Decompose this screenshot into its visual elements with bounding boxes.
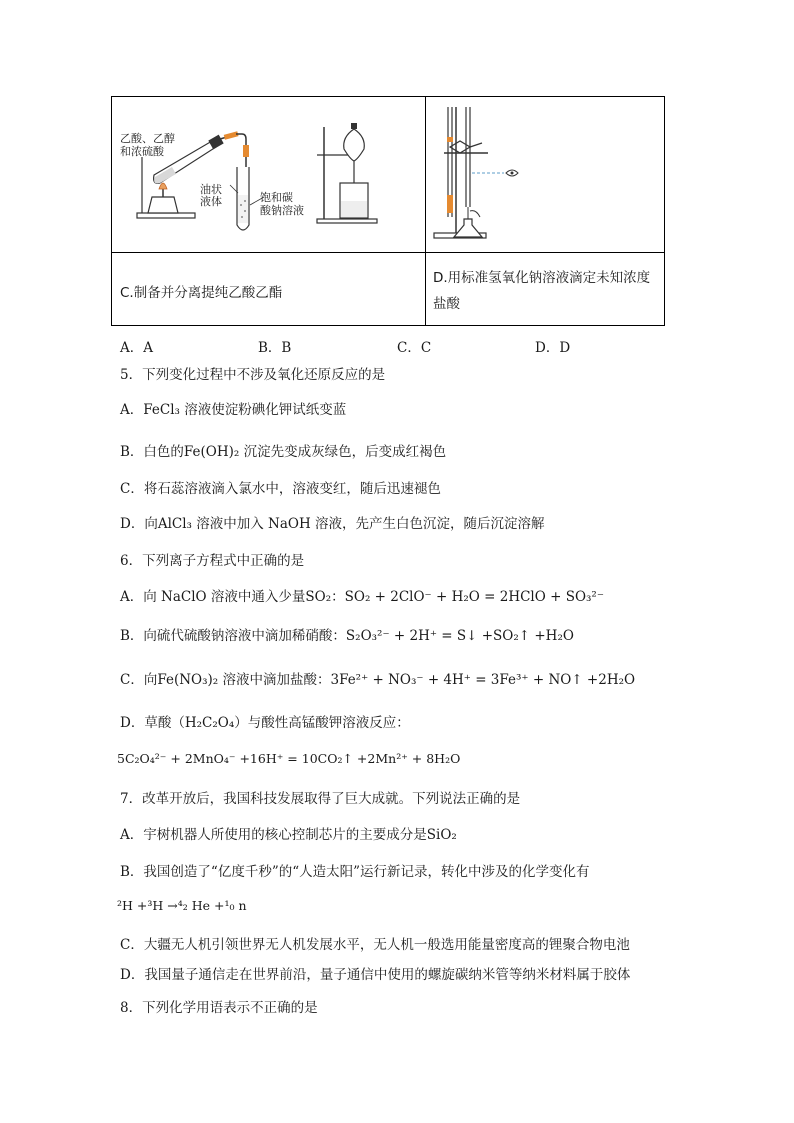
question-6-option-d-equation: 5C₂O₄²⁻ + 2MnO₄⁻ +16H⁺ = 10CO₂↑ +2Mn²⁺ + 8H₂O <box>117 751 461 766</box>
option-d-caption-line2: 盐酸 <box>433 296 460 312</box>
question-7-option-a[interactable]: A．宇树机器人所使用的核心控制芯片的主要成分是SiO₂ <box>120 827 457 843</box>
option-d-caption <box>433 265 658 317</box>
oily-liquid-label-line2: 液体 <box>200 195 222 208</box>
table-divider-horizontal <box>112 252 664 253</box>
question-7-option-d[interactable]: D．我国量子通信走在世界前沿，量子通信中使用的螺旋碳纳米管等纳米材料属于胶体 <box>120 967 631 983</box>
question-6-stem: 6．下列离子方程式中正确的是 <box>120 553 305 569</box>
reagents-label-line2: 和浓硫酸 <box>120 145 164 158</box>
titration-apparatus-figure <box>426 97 664 252</box>
esterification-apparatus-figure <box>112 97 425 252</box>
question-5-stem: 5．下列变化过程中不涉及氧化还原反应的是 <box>120 367 386 383</box>
choice-d[interactable]: D．D <box>535 340 571 356</box>
question-8-stem: 8．下列化学用语表示不正确的是 <box>120 1000 318 1016</box>
question-6-option-c[interactable]: C．向Fe(NO₃)₂ 溶液中滴加盐酸：3Fe²⁺ + NO₃⁻ + 4H⁺ = 3Fe³⁺ + NO↑ +2H₂O <box>120 672 636 688</box>
reagents-label-line1: 乙酸、乙醇 <box>120 132 175 145</box>
question-4-choices <box>120 336 620 354</box>
question-5-option-b[interactable]: B．白色的Fe(OH)₂ 沉淀先变成灰绿色，后变成红褐色 <box>120 444 447 460</box>
option-c-caption: C.制备并分离提纯乙酸乙酯 <box>120 285 283 301</box>
choice-c[interactable]: C．C <box>397 340 432 356</box>
question-5-option-d[interactable]: D．向AlCl₃ 溶液中加入 NaOH 溶液，先产生白色沉淀，随后沉淀溶解 <box>120 516 545 532</box>
question-5-option-a[interactable]: A．FeCl₃ 溶液使淀粉碘化钾试纸变蓝 <box>120 402 347 418</box>
choice-b[interactable]: B．B <box>258 340 292 356</box>
question-6-option-d[interactable]: D．草酸（H₂C₂O₄）与酸性高锰酸钾溶液反应： <box>120 715 410 731</box>
oily-liquid-label-line1: 油状 <box>200 183 222 196</box>
question-6-option-b[interactable]: B．向硫代硫酸钠溶液中滴加稀硝酸：S₂O₃²⁻ + 2H⁺ = S↓ +SO₂↑ +H₂O <box>120 628 574 644</box>
apparatus-table <box>111 96 665 326</box>
question-5-option-c[interactable]: C．将石蕊溶液滴入氯水中，溶液变红，随后迅速褪色 <box>120 481 441 497</box>
option-d-caption-line1: D.用标准氢氧化钠溶液滴定未知浓度 <box>433 270 651 286</box>
sodium-carbonate-label-line1: 饱和碳 <box>260 191 293 204</box>
question-7-option-b[interactable]: B．我国创造了“亿度千秒”的“人造太阳”运行新记录，转化中涉及的化学变化有 <box>120 864 590 880</box>
question-7-option-b-equation: ²H +³H →⁴₂ He +¹₀ n <box>117 898 247 913</box>
question-7-stem: 7．改革开放后，我国科技发展取得了巨大成就。下列说法正确的是 <box>120 791 521 807</box>
question-6-option-a[interactable]: A．向 NaClO 溶液中通入少量SO₂：SO₂ + 2ClO⁻ + H₂O = 2HClO + SO₃²⁻ <box>120 589 604 605</box>
choice-a[interactable]: A．A <box>120 340 153 356</box>
question-7-option-c[interactable]: C．大疆无人机引领世界无人机发展水平，无人机一般选用能量密度高的锂聚合物电池 <box>120 937 630 953</box>
sodium-carbonate-label-line2: 酸钠溶液 <box>260 204 304 217</box>
